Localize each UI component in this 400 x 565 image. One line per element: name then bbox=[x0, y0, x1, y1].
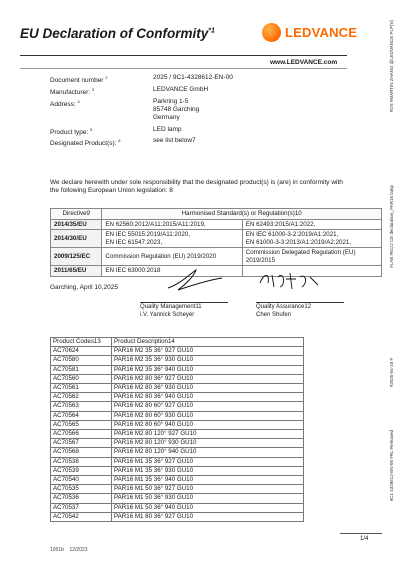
table-row bbox=[51, 439, 304, 448]
product-code: AC70580 bbox=[51, 356, 112, 365]
footer-divider bbox=[340, 533, 382, 534]
standards-header: Harmonised Standard(s) or Regulation(s)10 bbox=[102, 209, 382, 220]
standards-row bbox=[51, 230, 382, 248]
product-code: AC70561 bbox=[51, 384, 112, 393]
page-number: 1/4 bbox=[360, 536, 369, 542]
directive-cell: 2014/30/EU bbox=[51, 230, 102, 248]
info-value: LEDVANCE GmbH bbox=[153, 86, 209, 93]
product-code: AC70567 bbox=[51, 439, 112, 448]
info-value: 85748 Garching bbox=[153, 106, 200, 113]
product-code: AC70539 bbox=[51, 466, 112, 475]
standard-cell: Commission Delegated Regulation (EU) 2019/2015 bbox=[242, 248, 381, 266]
table-row bbox=[51, 384, 304, 393]
table-row bbox=[51, 476, 304, 485]
product-description: PAR16 M2 80 36° 940 GU10 bbox=[112, 393, 304, 402]
side-text-mid: #LAB #ECO CE declaration_PAR16 lamp bbox=[389, 185, 394, 268]
side-text-top: #DS #MARTIN ZHANG @LEDVANCE PLP(V) bbox=[389, 20, 394, 113]
product-code: AC70581 bbox=[51, 365, 112, 374]
table-row bbox=[51, 430, 304, 439]
product-description: PAR16 M2 35 36° 927 GU10 bbox=[112, 347, 304, 356]
table-row bbox=[51, 485, 304, 494]
standard-cell: Commission Regulation (EU) 2019/2020 bbox=[102, 248, 242, 266]
product-code: AC70538 bbox=[51, 457, 112, 466]
product-code: AC70568 bbox=[51, 448, 112, 457]
table-row bbox=[51, 365, 304, 374]
product-description: PAR16 M2 80 36° 927 GU10 bbox=[112, 374, 304, 383]
product-code: AC70536 bbox=[51, 494, 112, 503]
product-code: AC70560 bbox=[51, 374, 112, 383]
table-row bbox=[51, 466, 304, 475]
table-row bbox=[51, 512, 304, 521]
standard-cell: EN 62493:2015/A1:2022, bbox=[242, 219, 381, 230]
product-table bbox=[50, 337, 304, 522]
product-description: PAR16 M2 80 120° 930 GU10 bbox=[112, 439, 304, 448]
product-description: PAR16 M1 35 36° 940 GU10 bbox=[112, 476, 304, 485]
table-row bbox=[51, 457, 304, 466]
table-row bbox=[51, 356, 304, 365]
product-description: PAR16 M2 80 60° 927 GU10 bbox=[112, 402, 304, 411]
declaration-text: We declare herewith under sole responsibility that the designated product(s) is (are) in conformity with the following European Union legislation: 8 bbox=[50, 179, 343, 194]
standards-row bbox=[51, 219, 382, 230]
website-link[interactable]: www.LEDVANCE.com bbox=[270, 59, 338, 66]
product-description: PAR16 M2 35 36° 940 GU10 bbox=[112, 365, 304, 374]
product-code: AC70540 bbox=[51, 476, 112, 485]
product-code: AC70564 bbox=[51, 411, 112, 420]
table-row bbox=[51, 411, 304, 420]
footer: 1051b 12/2023 bbox=[50, 547, 88, 553]
table-row bbox=[51, 448, 304, 457]
product-description: PAR16 M1 35 36° 930 GU10 bbox=[112, 466, 304, 475]
signature-2 bbox=[256, 267, 326, 293]
product-code: AC70537 bbox=[51, 503, 112, 512]
product-code-header: Product Codes13 bbox=[51, 338, 112, 347]
product-code: AC70624 bbox=[51, 347, 112, 356]
standard-cell: EN 62560:2012/A11:2015/A11:2019, bbox=[102, 219, 242, 230]
signer-quality-assurance: Quality Assurance12 Chen Shufen bbox=[256, 302, 344, 319]
info-value: see list below7 bbox=[153, 137, 196, 144]
product-code: AC70566 bbox=[51, 430, 112, 439]
standard-cell: EN IEC 55015:2019/A11:2020, EN IEC 61547:2023, bbox=[102, 230, 242, 248]
directive-cell: 2014/35/EU bbox=[51, 219, 102, 230]
standard-cell: EN IEC 63000:2018 bbox=[102, 266, 242, 277]
standard-cell: EN IEC 61000-3-2:2019/A1:2021, EN 61000-3-3:2013/A1:2019/A2:2021, bbox=[242, 230, 381, 248]
product-code: AC70562 bbox=[51, 393, 112, 402]
table-row bbox=[51, 494, 304, 503]
side-text-bottom: 9C1 4328612-EN-00 #RL-Released bbox=[389, 430, 394, 502]
info-label: Designated Product(s): bbox=[50, 140, 117, 148]
header-divider bbox=[20, 55, 347, 56]
table-row bbox=[51, 402, 304, 411]
product-description: PAR16 M1 50 36° 930 GU10 bbox=[112, 494, 304, 503]
product-description: PAR16 M2 80 120° 927 GU10 bbox=[112, 430, 304, 439]
product-code: AC70542 bbox=[51, 512, 112, 521]
side-text-date: #2025-04-10 # bbox=[389, 358, 394, 388]
product-description: PAR16 M2 80 36° 930 GU10 bbox=[112, 384, 304, 393]
table-row bbox=[51, 503, 304, 512]
info-label: Product type: bbox=[50, 129, 89, 137]
product-code: AC70563 bbox=[51, 402, 112, 411]
info-label: Address: bbox=[50, 101, 76, 109]
directive-cell: 2009/125/EC bbox=[51, 248, 102, 266]
product-description: PAR16 M1 35 36° 927 GU10 bbox=[112, 457, 304, 466]
product-description: PAR16 M1 80 36° 927 GU10 bbox=[112, 512, 304, 521]
directive-cell: 2011/65/EU bbox=[51, 266, 102, 277]
directive-header: Directive9 bbox=[51, 209, 102, 220]
table-row bbox=[51, 393, 304, 402]
signature-1 bbox=[160, 266, 230, 294]
product-description: PAR16 M1 50 36° 927 GU10 bbox=[112, 485, 304, 494]
info-value: Parkring 1-5 bbox=[153, 98, 189, 105]
info-value: 2025 / 9C1-4328612-EN-00 bbox=[153, 74, 233, 81]
logo-text: LEDVANCE bbox=[285, 25, 358, 40]
divider bbox=[20, 68, 347, 69]
place-date: Garching, April 10,2025 bbox=[50, 284, 118, 291]
ledvance-logo bbox=[262, 23, 357, 42]
signer-quality-management: Quality Management11 i.V. Yannick Scheyer bbox=[140, 302, 228, 319]
standards-row bbox=[51, 248, 382, 266]
table-row bbox=[51, 374, 304, 383]
product-description: PAR16 M1 50 36° 940 GU10 bbox=[112, 503, 304, 512]
table-row bbox=[51, 420, 304, 429]
product-description: PAR16 M2 80 120° 940 GU10 bbox=[112, 448, 304, 457]
info-label: Manufacturer: bbox=[50, 89, 91, 97]
logo-circle-icon bbox=[262, 23, 281, 42]
product-description: PAR16 M2 35 36° 930 GU10 bbox=[112, 356, 304, 365]
product-code: AC70565 bbox=[51, 420, 112, 429]
product-desc-header: Product Description14 bbox=[112, 338, 304, 347]
document-title: EU Declaration of Conformity$^{*1}$ bbox=[20, 26, 215, 41]
info-label: Document number bbox=[50, 77, 104, 85]
info-value: Germany bbox=[153, 114, 180, 121]
product-code: AC70535 bbox=[51, 485, 112, 494]
info-value: LED lamp bbox=[153, 126, 182, 133]
product-description: PAR16 M2 80 60° 940 GU10 bbox=[112, 420, 304, 429]
table-row bbox=[51, 347, 304, 356]
product-description: PAR16 M2 80 60° 930 GU10 bbox=[112, 411, 304, 420]
